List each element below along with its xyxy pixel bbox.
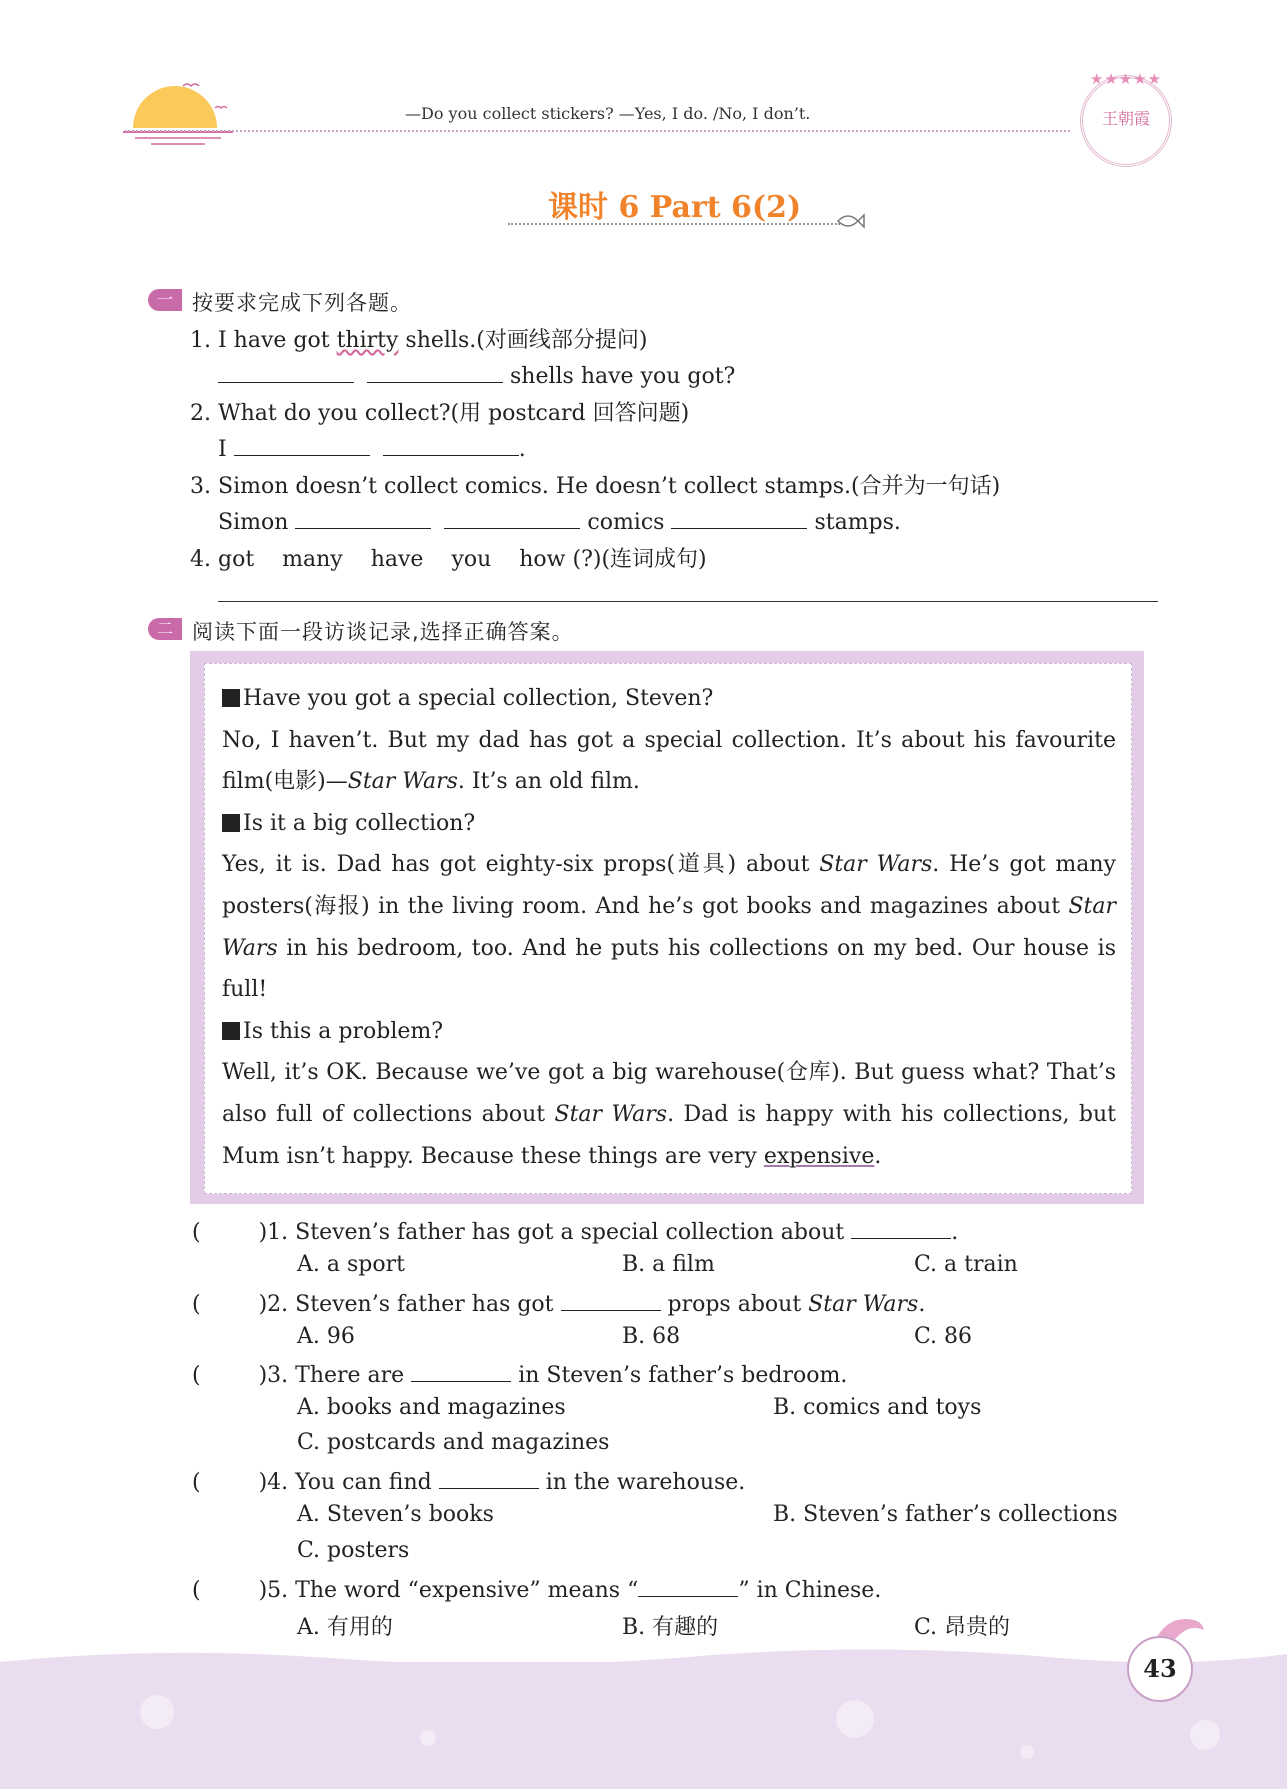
brand-badge bbox=[1080, 70, 1172, 167]
option-a[interactable]: A. 96 bbox=[297, 1324, 355, 1349]
mcq-question-2: ( )2. Steven’s father has got props about Star Wars. bbox=[192, 1288, 925, 1317]
mcq-question-4: ( )4. You can find in the warehouse. bbox=[192, 1466, 745, 1495]
interview-answer: No, I haven’t. But my dad has got a special collection. It’s about his favourite film(电影)—Star Wars. It’s an old film. bbox=[222, 727, 1116, 795]
question-1: 1. I have got thirty shells.(对画线部分提问) bbox=[190, 328, 648, 353]
footer-background bbox=[0, 1662, 1287, 1789]
option-c[interactable]: C. 昂贵的 bbox=[914, 1615, 1011, 1640]
header-dialogue: —Do you collect stickers? —Yes, I do. /No, I don’t. bbox=[405, 104, 811, 123]
question-2: 2. What do you collect?(用 postcard 回答问题) bbox=[190, 401, 690, 426]
option-b[interactable]: B. a film bbox=[622, 1252, 715, 1277]
bubble-decoration bbox=[420, 1730, 436, 1746]
blank-input[interactable] bbox=[439, 1466, 539, 1489]
blank-input[interactable] bbox=[218, 360, 354, 383]
blank-input[interactable] bbox=[671, 506, 807, 529]
bubble-decoration bbox=[1020, 1745, 1034, 1759]
sun-logo bbox=[123, 78, 233, 152]
option-b[interactable]: B. 68 bbox=[622, 1324, 681, 1349]
answer-1: shells have you got? bbox=[218, 360, 735, 389]
answer-2: I . bbox=[218, 433, 526, 462]
option-a[interactable]: A. a sport bbox=[297, 1252, 405, 1277]
option-b[interactable]: B. Steven’s father’s collections bbox=[773, 1502, 1118, 1527]
option-a[interactable]: A. books and magazines bbox=[297, 1395, 566, 1420]
lesson-title: 课时 6 Part 6(2) bbox=[548, 190, 802, 225]
section2-title: 阅读下面一段访谈记录,选择正确答案。 bbox=[192, 620, 574, 644]
interview-question: Have you got a special collection, Steven? bbox=[222, 678, 1116, 720]
question-4: 4. got many have you how (?)(连词成句) bbox=[190, 547, 707, 572]
option-c[interactable]: C. postcards and magazines bbox=[297, 1430, 610, 1455]
question-3: 3. Simon doesn’t collect comics. He doesn’t collect stamps.(合并为一句话) bbox=[190, 474, 1001, 499]
bubble-decoration bbox=[140, 1695, 174, 1729]
square-bullet-icon bbox=[222, 689, 240, 707]
blank-input[interactable] bbox=[638, 1574, 738, 1597]
answer-3: Simon comics stamps. bbox=[218, 506, 901, 535]
option-a[interactable]: A. Steven’s books bbox=[297, 1502, 494, 1527]
blank-input[interactable] bbox=[561, 1288, 661, 1311]
option-c[interactable]: C. 86 bbox=[914, 1324, 973, 1349]
interview-answer: Yes, it is. Dad has got eighty-six props(道具) about Star Wars. He’s got many posters(海报) in the living room. And he’s got books and magazines about Star Wars in his bedroom, too. And he puts his collections on my bed. Our house is full! bbox=[222, 852, 1116, 1003]
mcq-question-1: ( )1. Steven’s father has got a special collection about . bbox=[192, 1216, 958, 1245]
blank-input[interactable] bbox=[234, 433, 370, 456]
mcq-question-5: ( )5. The word “expensive” means “ ” in Chinese. bbox=[192, 1574, 881, 1603]
blank-input[interactable] bbox=[851, 1216, 951, 1239]
interview-answer: Well, it’s OK. Because we’ve got a big warehouse(仓库). But guess what? That’s also full of collections about Star Wars. Dad is happy with his collections, but Mum isn’t happy. Because these things are very expensive. bbox=[222, 1060, 1116, 1169]
blank-input[interactable] bbox=[411, 1359, 511, 1382]
option-c[interactable]: C. posters bbox=[297, 1538, 410, 1563]
title-underline bbox=[508, 223, 840, 225]
fish-icon bbox=[836, 211, 866, 236]
interview-question: Is this a problem? bbox=[222, 1011, 1116, 1053]
mcq-question-3: ( )3. There are in Steven’s father’s bedroom. bbox=[192, 1359, 847, 1388]
underlined-word: expensive bbox=[763, 1143, 875, 1169]
square-bullet-icon bbox=[222, 1022, 240, 1040]
square-bullet-icon bbox=[222, 814, 240, 832]
section1-number: 一 bbox=[148, 289, 182, 311]
underlined-word: thirty bbox=[336, 328, 399, 353]
page-number: 43 bbox=[1127, 1636, 1193, 1702]
interview-passage bbox=[222, 678, 1116, 1177]
blank-input[interactable] bbox=[383, 433, 519, 456]
section1-title: 按要求完成下列各题。 bbox=[192, 291, 412, 315]
option-b[interactable]: B. 有趣的 bbox=[622, 1615, 719, 1640]
star-icon: ★★★★★ bbox=[1089, 70, 1163, 88]
answer-line-input[interactable] bbox=[218, 601, 1158, 602]
option-a[interactable]: A. 有用的 bbox=[297, 1615, 393, 1640]
option-b[interactable]: B. comics and toys bbox=[773, 1395, 982, 1420]
blank-input[interactable] bbox=[367, 360, 503, 383]
blank-input[interactable] bbox=[295, 506, 431, 529]
header-dotted-line bbox=[125, 130, 1070, 132]
interview-question: Is it a big collection? bbox=[222, 803, 1116, 845]
option-c[interactable]: C. a train bbox=[914, 1252, 1018, 1277]
blank-input[interactable] bbox=[444, 506, 580, 529]
section2-number: 二 bbox=[148, 618, 182, 640]
badge-name: 王朝霞 bbox=[1101, 109, 1150, 128]
bubble-decoration bbox=[1190, 1720, 1220, 1750]
bubble-decoration bbox=[836, 1700, 874, 1738]
